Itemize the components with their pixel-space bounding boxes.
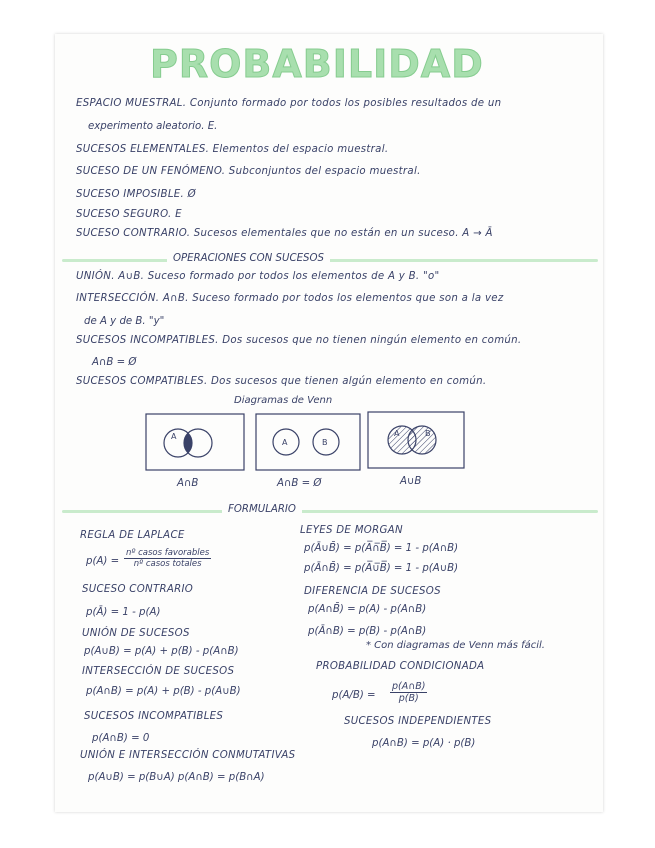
venn-caption-union: A∪B bbox=[400, 476, 422, 487]
operation-compatibles: SUCESOS COMPATIBLES. Dos sucesos que tienen algún elemento en común. bbox=[76, 376, 487, 387]
contrario-formula: p(Ā) = 1 - p(A) bbox=[86, 607, 161, 618]
laplace-numerator: nº casos favorables bbox=[126, 548, 210, 558]
section-divider-formulario bbox=[62, 510, 598, 513]
definition-espacio-muestral-line2: experimento aleatorio. E. bbox=[88, 121, 218, 132]
independientes-title: SUCESOS INDEPENDIENTES bbox=[344, 716, 492, 727]
diferencia-formula-1: p(A∩B̄) = p(A) - p(A∩B) bbox=[308, 604, 427, 615]
laplace-title: REGLA DE LAPLACE bbox=[80, 530, 185, 541]
section-divider-operaciones bbox=[62, 259, 598, 262]
venn-label-b: B bbox=[322, 438, 328, 447]
operation-incompatibles-formula: A∩B = Ø bbox=[92, 357, 137, 368]
condicionada-title: PROBABILIDAD CONDICIONADA bbox=[316, 661, 485, 672]
conmutativas-title: UNIÓN E INTERSECCIÓN CONMUTATIVAS bbox=[80, 750, 296, 761]
venn-label-b: B bbox=[425, 429, 431, 438]
venn-caption-intersection: A∩B bbox=[177, 478, 199, 489]
conmutativas-formula: p(A∪B) = p(B∪A) p(A∩B) = p(B∩A) bbox=[88, 772, 265, 783]
definition-suceso-fenomeno: SUCESO DE UN FENÓMENO. Subconjuntos del espacio muestral. bbox=[76, 166, 421, 177]
morgan-title: LEYES DE MORGAN bbox=[300, 525, 403, 536]
incompatibles-formula: p(A∩B) = 0 bbox=[92, 733, 150, 744]
definition-suceso-contrario: SUCESO CONTRARIO. Sucesos elementales que no están en un suceso. A → Ā bbox=[76, 228, 493, 239]
operation-interseccion-cont: de A y de B. "y" bbox=[84, 316, 165, 327]
diferencia-formula-2: p(Ā∩B) = p(B) - p(A∩B) bbox=[308, 626, 427, 637]
condicionada-lhs: p(A/B) = bbox=[332, 690, 376, 701]
diferencia-note: * Con diagramas de Venn más fácil. bbox=[366, 640, 545, 651]
condicionada-denominator: p(B) bbox=[398, 693, 419, 704]
venn-label-a: A bbox=[282, 438, 288, 447]
laplace-fraction bbox=[124, 548, 211, 569]
condicionada-numerator: p(A∩B) bbox=[392, 681, 426, 692]
morgan-law-2: p(Ā∩B̄) = p(A̅∪̅B̅) = 1 - p(A∪B) bbox=[304, 563, 459, 574]
definition-suceso-seguro: SUCESO SEGURO. E bbox=[76, 209, 182, 220]
incompatibles-title: SUCESOS INCOMPATIBLES bbox=[84, 711, 224, 722]
condicionada-fraction bbox=[390, 681, 427, 704]
venn-caption-disjoint: A∩B = Ø bbox=[277, 478, 322, 489]
contrario-title: SUCESO CONTRARIO bbox=[82, 584, 194, 595]
operation-interseccion: INTERSECCIÓN. A∩B. Suceso formado por todos los elementos que son a la vez bbox=[76, 293, 504, 304]
morgan-law-1: p(Ā∪B̄) = p(A̅∩̅B̅) = 1 - p(A∩B) bbox=[304, 543, 459, 554]
heading-operaciones: OPERACIONES CON SUCESOS bbox=[167, 253, 330, 264]
laplace-lhs: p(A) = bbox=[86, 556, 120, 567]
venn-box-disjoint bbox=[256, 414, 360, 470]
operation-union: UNIÓN. A∪B. Suceso formado por todos los elementos de A y B. "o" bbox=[76, 271, 440, 282]
interseccion-formula: p(A∩B) = p(A) + p(B) - p(A∪B) bbox=[86, 686, 241, 697]
venn-diagrams bbox=[140, 410, 480, 476]
venn-title: Diagramas de Venn bbox=[234, 395, 333, 406]
laplace-denominator: nº casos totales bbox=[133, 559, 202, 569]
venn-label-a: A bbox=[394, 429, 400, 438]
diferencia-title: DIFERENCIA DE SUCESOS bbox=[304, 586, 441, 597]
venn-circle-b bbox=[408, 426, 436, 454]
venn-box-intersection bbox=[146, 414, 244, 470]
independientes-formula: p(A∩B) = p(A) · p(B) bbox=[372, 738, 476, 749]
venn-label-b: B bbox=[200, 432, 206, 441]
union-formula: p(A∪B) = p(A) + p(B) - p(A∩B) bbox=[84, 646, 239, 657]
definition-espacio-muestral-line1: ESPACIO MUESTRAL. Conjunto formado por todos los posibles resultados de un bbox=[76, 98, 502, 109]
venn-label-a: A bbox=[171, 432, 177, 441]
definition-sucesos-elementales: SUCESOS ELEMENTALES. Elementos del espacio muestral. bbox=[76, 144, 389, 155]
interseccion-title: INTERSECCIÓN DE SUCESOS bbox=[82, 666, 235, 677]
union-title: UNIÓN DE SUCESOS bbox=[82, 628, 190, 639]
operation-incompatibles: SUCESOS INCOMPATIBLES. Dos sucesos que no tienen ningún elemento en común. bbox=[76, 335, 522, 346]
page-title: PROBABILIDAD bbox=[150, 42, 484, 86]
definition-suceso-imposible: SUCESO IMPOSIBLE. Ø bbox=[76, 189, 196, 200]
heading-formulario: FORMULARIO bbox=[222, 504, 302, 515]
